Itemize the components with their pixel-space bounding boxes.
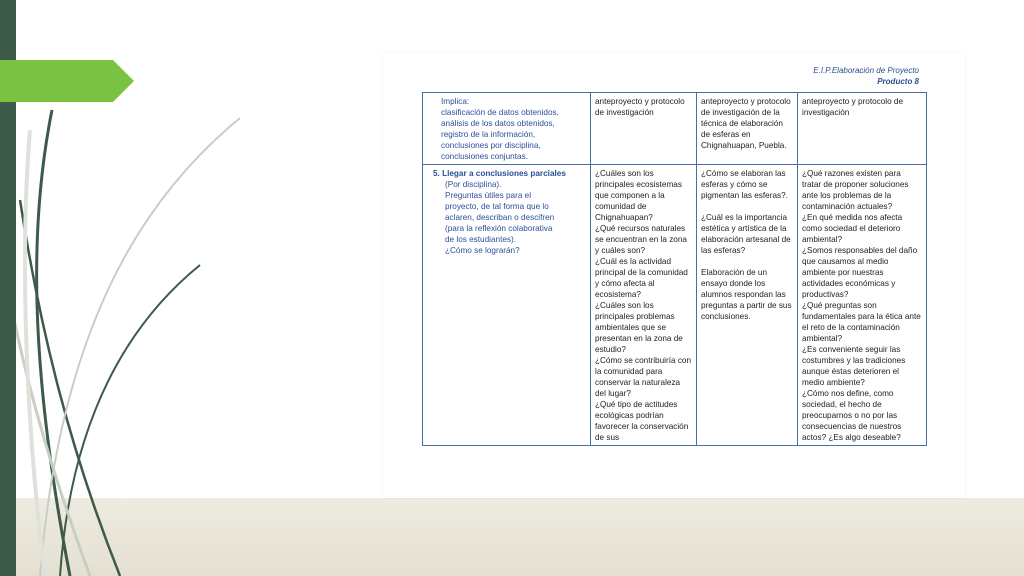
row1-col4: anteproyecto y protocolo de investigación xyxy=(798,93,927,165)
document-header xyxy=(813,65,919,87)
question-text: ¿Cuál es la importancia estética y artística de la elaboración artesanal de las esferas? xyxy=(701,213,791,255)
paragraph-gap xyxy=(701,201,793,212)
question-text: ¿Cuál es la actividad principal de la comunidad y cómo afecta al ecosistema? xyxy=(595,257,688,299)
list-item: (Por disciplina). xyxy=(445,180,502,189)
table-row xyxy=(423,165,927,446)
paragraph-gap xyxy=(701,256,793,267)
row2-col1 xyxy=(423,165,591,446)
question-text: ¿Cómo nos define, como sociedad, el hecho de preocuparnos o no por las consecuencias de nuestros actos? ¿Es algo deseable? xyxy=(802,389,902,442)
list-item: (para la reflexión colaborativa xyxy=(445,224,553,233)
header-title: E.I.P.Elaboración de Proyecto xyxy=(813,66,919,75)
question-text: Elaboración de un ensayo donde los alumnos respondan las preguntas a partir de sus conclusiones. xyxy=(701,268,792,321)
question-text: ¿Cuáles son los principales problemas ambientales que se presentan en la zona de estudio? xyxy=(595,301,683,354)
row2-col1-list xyxy=(427,168,586,256)
header-product: Producto 8 xyxy=(877,77,919,86)
question-text: ¿Cómo se contribuiría con la comunidad para conservar la naturaleza del lugar? xyxy=(595,356,692,398)
row2-col2 xyxy=(591,165,697,446)
question-text: ¿Cómo se elaboran las esferas y cómo se pigmentan las esferas?. xyxy=(701,169,788,200)
list-item: clasificación de datos obtenidos, xyxy=(441,108,559,117)
list-item: análisis de los datos obtenidos, xyxy=(441,119,555,128)
question-text: ¿Es conveniente seguir las costumbres y las tradiciones aunque éstas deterioren el medio ambiente? xyxy=(802,345,906,387)
row1-col1 xyxy=(423,93,591,165)
list-item: conclusiones conjuntas. xyxy=(441,152,528,161)
list-item: ¿Cómo se lograrán? xyxy=(445,246,520,255)
question-text: ¿Qué tipo de actitudes ecológicas podrían favorecer la conservación de sus xyxy=(595,400,689,442)
list-item: aclaren, describan o descifren xyxy=(445,213,555,222)
list-item: de los estudiantes). xyxy=(445,235,517,244)
question-text: ¿En qué medida nos afecta como sociedad el deterioro ambiental? xyxy=(802,213,903,244)
row1-col3: anteproyecto y protocolo de investigación de la técnica de elaboración de esferas en Chignahuapan, Puebla. xyxy=(697,93,798,165)
list-item: registro de la información, xyxy=(441,130,536,139)
question-text: ¿Cuáles son los principales ecosistemas que componen a la comunidad de Chignahuapan? xyxy=(595,169,682,222)
question-text: ¿Qué razones existen para tratar de proponer soluciones ante los problemas de la contaminación actuales? xyxy=(802,169,909,211)
list-item: conclusiones por disciplina, xyxy=(441,141,541,150)
row2-col4 xyxy=(798,165,927,446)
list-item: Implica: xyxy=(441,97,470,106)
list-item: Preguntas útiles para el xyxy=(445,191,532,200)
list-item: proyecto, de tal forma que lo xyxy=(445,202,549,211)
question-text: ¿Qué preguntas son fundamentales para la ética ante el reto de la contaminación ambiental? xyxy=(802,301,921,343)
row1-col2: anteproyecto y protocolo de investigación xyxy=(591,93,697,165)
row2-col3 xyxy=(697,165,798,446)
section-heading: 5. Llegar a conclusiones parciales xyxy=(433,169,566,178)
question-text: ¿Qué recursos naturales se encuentran en la zona y cuáles son? xyxy=(595,224,687,255)
question-text: ¿Somos responsables del daño que causamos al medio ambiente por nuestras actividades económicas y productivas? xyxy=(802,246,918,299)
green-arrow-tab xyxy=(0,60,134,102)
project-table xyxy=(422,92,927,446)
document-page xyxy=(383,52,965,498)
row1-col1-list xyxy=(427,96,586,162)
table-row xyxy=(423,93,927,165)
